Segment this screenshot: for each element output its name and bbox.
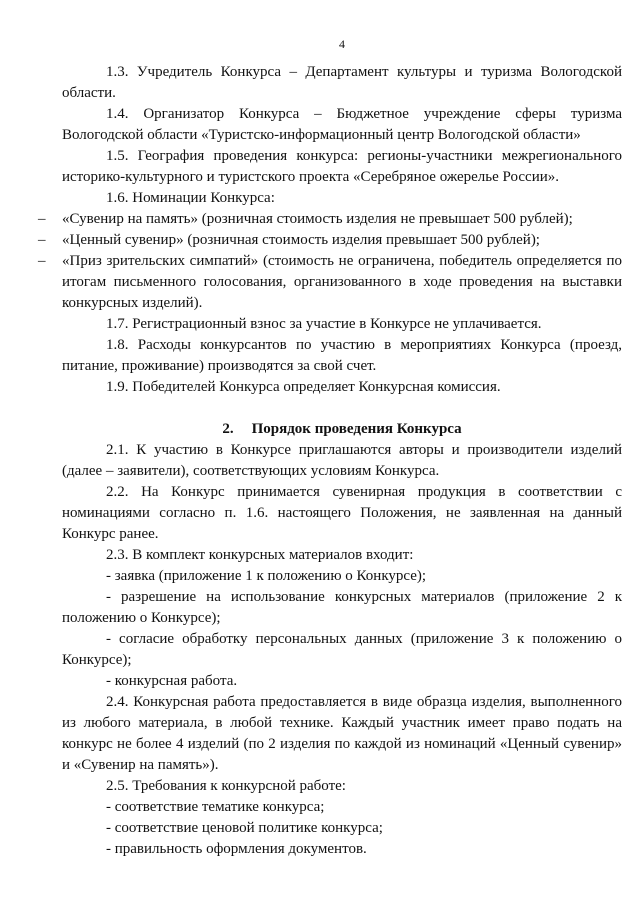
materials-item: - заявка (приложение 1 к положению о Конкурсе);: [106, 568, 427, 584]
paragraph-1-4: 1.4. Организатор Конкурса – Бюджетное учреждение сферы туризма Вологодской области «Туристско-информационный центр Вологодской области»: [62, 106, 622, 143]
paragraph-2-5: 2.5. Требования к конкурсной работе:: [106, 778, 346, 794]
document-page: [38, 0, 622, 905]
paragraph-1-3: 1.3. Учредитель Конкурса – Департамент культуры и туризма Вологодской области.: [62, 64, 622, 101]
paragraph-1-7: 1.7. Регистрационный взнос за участие в Конкурсе не уплачивается.: [106, 316, 542, 332]
requirements-item: - соответствие тематике конкурса;: [106, 799, 325, 815]
paragraph-1-9: 1.9. Победителей Конкурса определяет Конкурсная комиссия.: [106, 379, 501, 395]
nomination-text: «Приз зрительских симпатий» (стоимость не ограничена, победитель определяется по итогам письменного голосования, организованного в ходе проведения на выставки конкурсных изделий).: [62, 253, 622, 311]
document-body: [38, 62, 622, 860]
dash-bullet: –: [38, 211, 46, 227]
nomination-item: [38, 251, 622, 314]
paragraph-1-5: 1.5. География проведения конкурса: регионы-участники межрегионального историко-культурного и туристского проекта «Серебряное ожерелье России».: [62, 148, 622, 185]
nomination-item: [38, 230, 622, 251]
paragraph-1-8: 1.8. Расходы конкурсантов по участию в мероприятиях Конкурса (проезд, питание, проживание) производятся за свой счет.: [62, 337, 622, 374]
materials-item: - разрешение на использование конкурсных материалов (приложение 2 к положению о Конкурсе);: [62, 589, 622, 626]
section-2-number: 2.: [222, 421, 234, 437]
section-2-heading: [62, 419, 622, 440]
paragraph-1-6: 1.6. Номинации Конкурса:: [106, 190, 275, 206]
materials-item: - конкурсная работа.: [106, 673, 238, 689]
requirements-item: - правильность оформления документов.: [106, 841, 367, 857]
nomination-item: [38, 209, 622, 230]
dash-bullet: –: [38, 232, 46, 248]
dash-bullet: –: [38, 253, 46, 269]
requirements-item: - соответствие ценовой политике конкурса;: [106, 820, 383, 836]
page-number: 4: [339, 37, 345, 51]
materials-item: - согласие обработку персональных данных (приложение 3 к положению о Конкурсе);: [62, 631, 622, 668]
paragraph-2-3: 2.3. В комплект конкурсных материалов входит:: [106, 547, 414, 563]
section-gap: [62, 398, 622, 419]
paragraph-2-1: 2.1. К участию в Конкурсе приглашаются авторы и производители изделий (далее – заявители), соответствующих условиям Конкурса.: [62, 442, 622, 479]
nomination-text: «Сувенир на память» (розничная стоимость изделия не превышает 500 рублей);: [62, 211, 573, 227]
paragraph-2-2: 2.2. На Конкурс принимается сувенирная продукция в соответствии с номинациями согласно п. 1.6. настоящего Положения, не заявленная на данный Конкурс ранее.: [62, 484, 622, 542]
paragraph-2-4: 2.4. Конкурсная работа предоставляется в виде образца изделия, выполненного из любого материала, в любой технике. Каждый участник имеет право подать на конкурс не более 4 изделий (по 2 изделия по каждой из номинаций «Ценный сувенир» и «Сувенир на память»).: [62, 694, 622, 773]
section-2-title: Порядок проведения Конкурса: [251, 421, 462, 437]
nomination-text: «Ценный сувенир» (розничная стоимость изделия превышает 500 рублей);: [62, 232, 540, 248]
